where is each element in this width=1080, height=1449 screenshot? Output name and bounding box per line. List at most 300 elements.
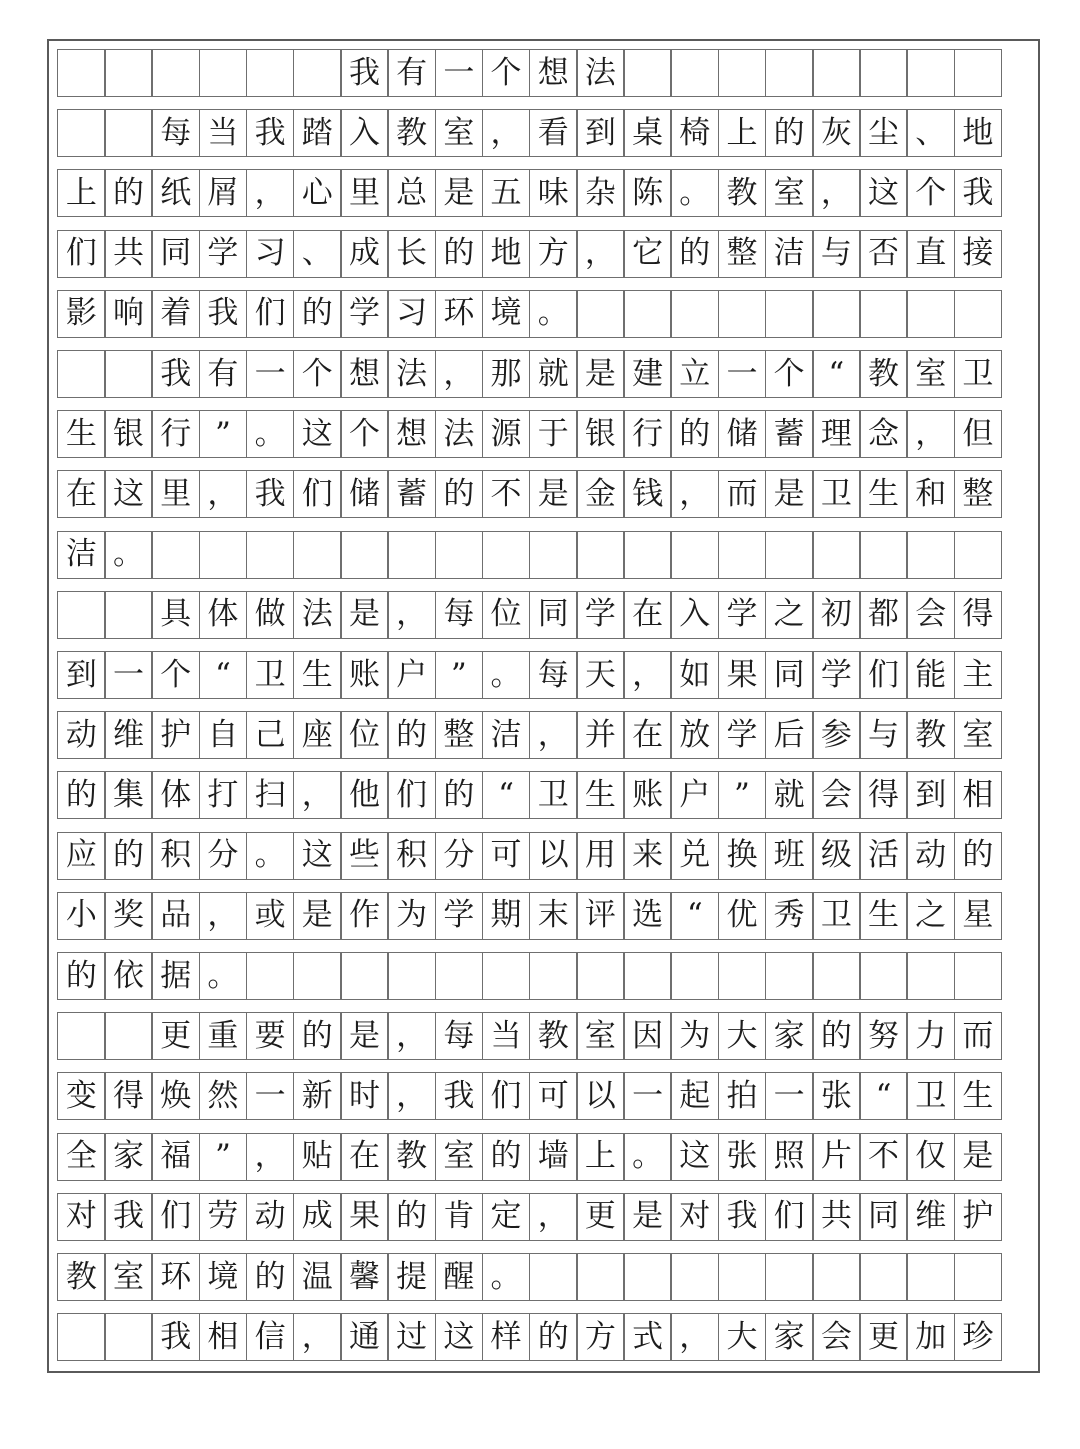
grid-cell: 室 [104, 1253, 153, 1301]
essay-line [57, 470, 1031, 518]
grid-cell: 的 [246, 1253, 295, 1301]
grid-cell: 得 [859, 771, 908, 819]
grid-cell [482, 952, 531, 1000]
grid-cell: 地 [954, 109, 1003, 157]
grid-cell: “ [199, 651, 248, 699]
grid-cell: 银 [576, 410, 625, 458]
grid-cell: 家 [104, 1133, 153, 1181]
grid-cell: 每 [435, 591, 484, 639]
grid-cell: 到 [906, 771, 955, 819]
grid-cell: 每 [529, 651, 578, 699]
grid-cell: ， [576, 230, 625, 278]
grid-cell: 对 [670, 1193, 719, 1241]
essay-line [57, 230, 1031, 278]
grid-cell: 而 [954, 1012, 1003, 1060]
grid-cell: ， [529, 1193, 578, 1241]
grid-cell: ， [246, 169, 295, 217]
grid-cell [57, 1313, 106, 1361]
grid-cell: 户 [387, 651, 436, 699]
grid-cell: 会 [812, 771, 861, 819]
grid-cell: 在 [340, 1133, 389, 1181]
grid-cell: 不 [859, 1133, 908, 1181]
grid-cell: 学 [435, 892, 484, 940]
grid-cell: 做 [246, 591, 295, 639]
grid-cell: 生 [859, 470, 908, 518]
grid-cell: 初 [812, 591, 861, 639]
grid-cell: 位 [482, 591, 531, 639]
grid-cell [199, 49, 248, 97]
grid-cell: 用 [576, 832, 625, 880]
grid-cell: ， [246, 1133, 295, 1181]
grid-cell: 的 [812, 1012, 861, 1060]
grid-cell [623, 49, 672, 97]
grid-cell: 想 [340, 350, 389, 398]
grid-cell: 法 [387, 350, 436, 398]
grid-cell: “ [670, 892, 719, 940]
grid-cell [765, 49, 814, 97]
grid-cell: 一 [246, 350, 295, 398]
grid-cell: 但 [954, 410, 1003, 458]
grid-cell [529, 531, 578, 579]
grid-cell: 星 [954, 892, 1003, 940]
grid-cell: 同 [151, 230, 200, 278]
grid-cell: 具 [151, 591, 200, 639]
grid-cell: 定 [482, 1193, 531, 1241]
grid-cell [57, 1012, 106, 1060]
grid-cell [812, 290, 861, 338]
grid-cell: 应 [57, 832, 106, 880]
grid-cell: 的 [670, 410, 719, 458]
grid-cell: 会 [812, 1313, 861, 1361]
grid-cell: 加 [906, 1313, 955, 1361]
grid-cell: 体 [199, 591, 248, 639]
grid-cell: 起 [670, 1072, 719, 1120]
grid-cell: 念 [859, 410, 908, 458]
grid-cell [151, 531, 200, 579]
grid-cell: 的 [104, 832, 153, 880]
grid-cell [670, 1253, 719, 1301]
grid-cell: 们 [293, 470, 342, 518]
grid-cell: 教 [906, 711, 955, 759]
essay-line [57, 290, 1031, 338]
grid-cell: 与 [812, 230, 861, 278]
essay-line [57, 711, 1031, 759]
grid-cell: 我 [151, 1313, 200, 1361]
grid-cell: 有 [199, 350, 248, 398]
grid-cell: ， [199, 470, 248, 518]
grid-cell [104, 109, 153, 157]
grid-cell: 信 [246, 1313, 295, 1361]
grid-cell: 法 [576, 49, 625, 97]
grid-cell: 看 [529, 109, 578, 157]
grid-cell [293, 531, 342, 579]
grid-cell: ， [623, 651, 672, 699]
grid-cell: 上 [718, 109, 767, 157]
grid-cell: 位 [340, 711, 389, 759]
grid-cell [623, 952, 672, 1000]
grid-cell: 些 [340, 832, 389, 880]
grid-cell: 兑 [670, 832, 719, 880]
grid-cell: 是 [623, 1193, 672, 1241]
grid-cell: 为 [387, 892, 436, 940]
grid-cell: 生 [293, 651, 342, 699]
grid-cell: 教 [57, 1253, 106, 1301]
grid-cell [859, 290, 908, 338]
grid-cell: 秀 [765, 892, 814, 940]
grid-cell [482, 531, 531, 579]
grid-cell: 品 [151, 892, 200, 940]
grid-cell: 以 [576, 1072, 625, 1120]
grid-cell: ， [387, 1012, 436, 1060]
grid-cell: 努 [859, 1012, 908, 1060]
grid-cell: 在 [623, 591, 672, 639]
grid-cell: 灰 [812, 109, 861, 157]
grid-cell: 就 [529, 350, 578, 398]
grid-cell: 是 [340, 591, 389, 639]
grid-cell: 。 [529, 290, 578, 338]
grid-cell: 新 [293, 1072, 342, 1120]
grid-cell: 于 [529, 410, 578, 458]
grid-cell: 环 [435, 290, 484, 338]
grid-cell: ， [435, 350, 484, 398]
grid-cell: 为 [670, 1012, 719, 1060]
grid-cell: 作 [340, 892, 389, 940]
grid-cell: 入 [340, 109, 389, 157]
grid-cell: 卫 [954, 350, 1003, 398]
grid-cell: 护 [954, 1193, 1003, 1241]
grid-cell: 大 [718, 1313, 767, 1361]
grid-cell: 我 [718, 1193, 767, 1241]
grid-cell: 能 [906, 651, 955, 699]
grid-cell: 法 [293, 591, 342, 639]
grid-cell: 卫 [906, 1072, 955, 1120]
grid-cell [906, 1253, 955, 1301]
grid-cell: 整 [954, 470, 1003, 518]
grid-cell: 的 [670, 230, 719, 278]
grid-cell: 一 [104, 651, 153, 699]
grid-cell: 样 [482, 1313, 531, 1361]
grid-cell [293, 49, 342, 97]
grid-cell [812, 952, 861, 1000]
grid-cell: 洁 [765, 230, 814, 278]
grid-cell [954, 1253, 1003, 1301]
grid-cell: 分 [435, 832, 484, 880]
grid-cell: 教 [529, 1012, 578, 1060]
grid-cell: 劳 [199, 1193, 248, 1241]
grid-cell [859, 531, 908, 579]
grid-cell: 得 [104, 1072, 153, 1120]
grid-cell: 学 [576, 591, 625, 639]
grid-cell: 一 [765, 1072, 814, 1120]
grid-cell: 与 [859, 711, 908, 759]
grid-cell: 变 [57, 1072, 106, 1120]
grid-cell: 们 [151, 1193, 200, 1241]
grid-cell: 环 [151, 1253, 200, 1301]
grid-cell: 否 [859, 230, 908, 278]
grid-cell: ， [670, 470, 719, 518]
grid-cell: 成 [340, 230, 389, 278]
grid-cell: 全 [57, 1133, 106, 1181]
grid-cell: 对 [57, 1193, 106, 1241]
grid-cell: 一 [623, 1072, 672, 1120]
grid-cell [57, 49, 106, 97]
grid-cell: 这 [435, 1313, 484, 1361]
grid-cell: 理 [812, 410, 861, 458]
grid-cell: 的 [387, 711, 436, 759]
grid-cell: 主 [954, 651, 1003, 699]
essay-line [57, 1012, 1031, 1060]
grid-cell [576, 531, 625, 579]
grid-cell: 通 [340, 1313, 389, 1361]
grid-cell: 储 [718, 410, 767, 458]
grid-cell: 肯 [435, 1193, 484, 1241]
grid-cell: 味 [529, 169, 578, 217]
grid-cell: 然 [199, 1072, 248, 1120]
essay-line [57, 1313, 1031, 1361]
grid-cell: 这 [859, 169, 908, 217]
grid-cell: 我 [151, 350, 200, 398]
grid-cell [623, 531, 672, 579]
grid-cell: 户 [670, 771, 719, 819]
grid-cell: ， [670, 1313, 719, 1361]
grid-cell: 的 [954, 832, 1003, 880]
grid-cell [246, 952, 295, 1000]
grid-cell [57, 109, 106, 157]
grid-cell [104, 49, 153, 97]
grid-cell: 之 [906, 892, 955, 940]
grid-cell: 椅 [670, 109, 719, 157]
grid-cell: 据 [151, 952, 200, 1000]
grid-cell [293, 952, 342, 1000]
grid-cell: 我 [954, 169, 1003, 217]
grid-cell: 提 [387, 1253, 436, 1301]
grid-cell: 小 [57, 892, 106, 940]
grid-cell: 卫 [529, 771, 578, 819]
grid-cell [576, 952, 625, 1000]
grid-cell: 个 [765, 350, 814, 398]
grid-cell: 里 [151, 470, 200, 518]
grid-cell [529, 1253, 578, 1301]
grid-cell [718, 531, 767, 579]
grid-cell: 末 [529, 892, 578, 940]
grid-cell: 是 [435, 169, 484, 217]
grid-cell: 的 [435, 771, 484, 819]
grid-cell: 同 [529, 591, 578, 639]
essay-line [57, 531, 1031, 579]
grid-cell: 。 [246, 410, 295, 458]
grid-cell [765, 952, 814, 1000]
grid-cell: 们 [859, 651, 908, 699]
grid-cell: 我 [435, 1072, 484, 1120]
grid-cell: 我 [104, 1193, 153, 1241]
grid-cell: 后 [765, 711, 814, 759]
grid-cell: 总 [387, 169, 436, 217]
grid-cell: 生 [57, 410, 106, 458]
grid-cell: 教 [718, 169, 767, 217]
grid-cell [765, 1253, 814, 1301]
grid-cell: 贴 [293, 1133, 342, 1181]
grid-cell: 果 [718, 651, 767, 699]
grid-cell: 护 [151, 711, 200, 759]
grid-cell: 学 [812, 651, 861, 699]
grid-cell: 。 [482, 651, 531, 699]
grid-cell: 我 [199, 290, 248, 338]
grid-cell: 积 [151, 832, 200, 880]
grid-cell: “ [482, 771, 531, 819]
grid-cell: ” [199, 410, 248, 458]
grid-cell: 活 [859, 832, 908, 880]
grid-cell: 我 [246, 470, 295, 518]
grid-cell: 到 [576, 109, 625, 157]
grid-cell: 就 [765, 771, 814, 819]
grid-cell: 。 [482, 1253, 531, 1301]
essay-line [57, 591, 1031, 639]
grid-cell: 期 [482, 892, 531, 940]
grid-cell: 可 [529, 1072, 578, 1120]
grid-cell: 馨 [340, 1253, 389, 1301]
essay-line [57, 350, 1031, 398]
grid-cell: 们 [57, 230, 106, 278]
grid-cell: 座 [293, 711, 342, 759]
grid-cell: 相 [954, 771, 1003, 819]
grid-cell: 得 [954, 591, 1003, 639]
grid-cell: 。 [670, 169, 719, 217]
grid-cell: 们 [246, 290, 295, 338]
grid-cell: 到 [57, 651, 106, 699]
grid-cell: 动 [57, 711, 106, 759]
grid-cell: 卫 [812, 892, 861, 940]
grid-cell: 一 [246, 1072, 295, 1120]
grid-cell: 陈 [623, 169, 672, 217]
grid-cell [387, 952, 436, 1000]
grid-cell: 卫 [246, 651, 295, 699]
grid-cell: 维 [104, 711, 153, 759]
grid-cell: 更 [576, 1193, 625, 1241]
grid-cell [670, 531, 719, 579]
grid-cell: ” [718, 771, 767, 819]
grid-cell: “ [812, 350, 861, 398]
grid-cell: ， [812, 169, 861, 217]
grid-cell: ， [529, 711, 578, 759]
grid-cell: 集 [104, 771, 153, 819]
grid-cell [859, 1253, 908, 1301]
grid-cell [435, 531, 484, 579]
grid-cell: 自 [199, 711, 248, 759]
grid-cell: 整 [435, 711, 484, 759]
grid-cell: 在 [57, 470, 106, 518]
grid-cell: 蓄 [387, 470, 436, 518]
grid-cell: 这 [293, 832, 342, 880]
grid-cell: ， [482, 109, 531, 157]
grid-cell: 扫 [246, 771, 295, 819]
grid-cell: 这 [104, 470, 153, 518]
grid-cell [387, 531, 436, 579]
grid-cell: ， [293, 1313, 342, 1361]
grid-cell: 过 [387, 1313, 436, 1361]
grid-cell: 片 [812, 1133, 861, 1181]
grid-cell [954, 531, 1003, 579]
grid-cell: 的 [57, 952, 106, 1000]
grid-cell: 源 [482, 410, 531, 458]
grid-cell [576, 1253, 625, 1301]
grid-cell: 可 [482, 832, 531, 880]
grid-cell: 换 [718, 832, 767, 880]
essay-line [57, 892, 1031, 940]
grid-cell: 里 [340, 169, 389, 217]
grid-cell: 学 [340, 290, 389, 338]
grid-cell: 珍 [954, 1313, 1003, 1361]
grid-cell: 的 [435, 230, 484, 278]
grid-cell [623, 290, 672, 338]
grid-cell: 响 [104, 290, 153, 338]
grid-cell [718, 49, 767, 97]
grid-cell: 方 [529, 230, 578, 278]
grid-cell: 上 [576, 1133, 625, 1181]
grid-cell: 尘 [859, 109, 908, 157]
grid-cell: 来 [623, 832, 672, 880]
grid-cell: 蓄 [765, 410, 814, 458]
grid-cell: 体 [151, 771, 200, 819]
grid-cell: 洁 [482, 711, 531, 759]
grid-cell: 并 [576, 711, 625, 759]
grid-cell [906, 290, 955, 338]
grid-cell: 教 [387, 1133, 436, 1181]
grid-cell: 是 [529, 470, 578, 518]
grid-cell: 踏 [293, 109, 342, 157]
grid-cell: 钱 [623, 470, 672, 518]
grid-cell: 己 [246, 711, 295, 759]
grid-cell: 立 [670, 350, 719, 398]
grid-cell: 每 [151, 109, 200, 157]
grid-cell: 的 [482, 1133, 531, 1181]
grid-cell: 心 [293, 169, 342, 217]
grid-cell: 有 [387, 49, 436, 97]
grid-cell: 习 [387, 290, 436, 338]
grid-cell: ” [199, 1133, 248, 1181]
grid-cell: 醒 [435, 1253, 484, 1301]
grid-cell: 的 [293, 1012, 342, 1060]
grid-cell: 仅 [906, 1133, 955, 1181]
grid-cell [812, 1253, 861, 1301]
grid-cell: 分 [199, 832, 248, 880]
grid-cell [670, 290, 719, 338]
grid-cell: 优 [718, 892, 767, 940]
grid-cell: 温 [293, 1253, 342, 1301]
grid-cell [906, 952, 955, 1000]
grid-cell: 而 [718, 470, 767, 518]
grid-cell: 都 [859, 591, 908, 639]
grid-cell: 整 [718, 230, 767, 278]
grid-cell: 是 [340, 1012, 389, 1060]
grid-cell [670, 952, 719, 1000]
grid-cell: 每 [435, 1012, 484, 1060]
grid-cell: 的 [293, 290, 342, 338]
grid-cell: 动 [246, 1193, 295, 1241]
grid-cell [623, 1253, 672, 1301]
essay-line [57, 410, 1031, 458]
grid-cell: 班 [765, 832, 814, 880]
grid-cell: 家 [765, 1012, 814, 1060]
grid-cell [718, 952, 767, 1000]
grid-cell: 这 [293, 410, 342, 458]
grid-cell: 维 [906, 1193, 955, 1241]
grid-cell: 生 [576, 771, 625, 819]
grid-cell: 个 [293, 350, 342, 398]
grid-cell: 入 [670, 591, 719, 639]
grid-cell: 会 [906, 591, 955, 639]
grid-cell: 的 [104, 169, 153, 217]
grid-cell: 习 [246, 230, 295, 278]
